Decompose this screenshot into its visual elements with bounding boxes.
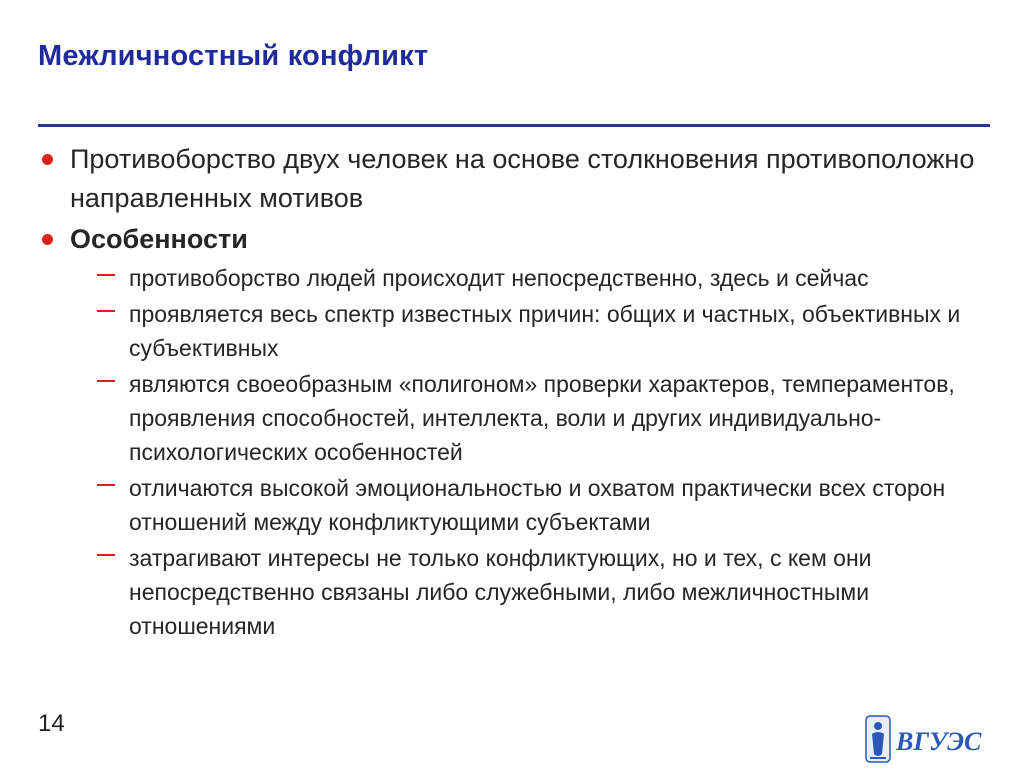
- sub-item-text: отличаются высокой эмоциональностью и охватом практически всех сторон отношений между конфликтующими субъектами: [129, 475, 946, 535]
- red-bullet-icon: [42, 234, 53, 245]
- university-logo: [862, 714, 992, 764]
- bullet-text: Особенности: [70, 224, 248, 254]
- red-bullet-icon: [42, 154, 53, 165]
- logo-text: ВГУЭС: [896, 727, 982, 756]
- red-dash-icon: [97, 310, 115, 312]
- sub-item-text: являются своеобразным «полигоном» проверки характеров, темпераментов, проявления способностей, интеллекта, воли и других индивидуально-психологических особенностей: [129, 371, 955, 465]
- university-emblem-icon: [862, 714, 992, 764]
- bullet-item: [38, 140, 988, 218]
- red-dash-icon: [97, 554, 115, 556]
- sub-item: [38, 297, 988, 365]
- slide-content: [38, 140, 988, 643]
- sub-item: [38, 541, 988, 643]
- red-dash-icon: [97, 484, 115, 486]
- slide-title: Межличностный конфликт: [38, 40, 429, 72]
- sub-item-text: противоборство людей происходит непосредственно, здесь и сейчас: [129, 265, 869, 291]
- page-number: 14: [38, 710, 65, 737]
- bullet-item: [38, 220, 988, 259]
- bullet-text: Противоборство двух человек на основе столкновения противоположно направленных мотивов: [70, 144, 975, 213]
- sub-item: [38, 471, 988, 539]
- sub-item: [38, 261, 988, 295]
- red-dash-icon: [97, 274, 115, 276]
- red-dash-icon: [97, 380, 115, 382]
- title-divider: [38, 124, 990, 127]
- sub-item: [38, 367, 988, 469]
- sub-item-text: затрагивают интересы не только конфликтующих, но и тех, с кем они непосредственно связаны либо служебными, либо межличностными отношениями: [129, 545, 872, 639]
- sub-item-text: проявляется весь спектр известных причин: общих и частных, объективных и субъективных: [129, 301, 961, 361]
